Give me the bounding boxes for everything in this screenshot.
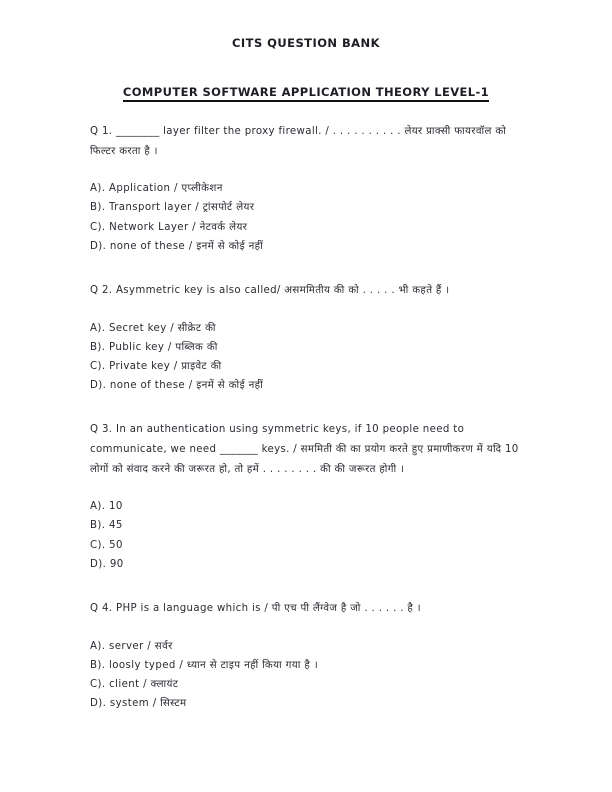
spacer: [90, 619, 526, 637]
option-list-1: [90, 179, 526, 256]
option-4-b[interactable]: B). loosly typed / ध्यान से टाइप नहीं किया गया है ।: [90, 659, 319, 671]
subtitle-container: [0, 50, 612, 102]
option-3-d[interactable]: D). 90: [90, 558, 124, 570]
document-subtitle: COMPUTER SOFTWARE APPLICATION THEORY LEVEL-1: [123, 85, 489, 102]
option-list-4: [90, 637, 526, 714]
option-list-3: [90, 497, 526, 574]
option-3-b[interactable]: B). 45: [90, 520, 123, 532]
option-2-c[interactable]: C). Private key / प्राइवेट की: [90, 361, 222, 372]
option-1-c[interactable]: C). Network Layer / नेटवर्क लेयर: [90, 221, 248, 233]
question-stem-2: Q 2. Asymmetric key is also called/ असममितीय की को . . . . . भी कहते हैं ।: [90, 285, 450, 296]
spacer: [90, 479, 526, 497]
question-stem-1: Q 1. ________ layer filter the proxy firewall. / . . . . . . . . . . लेयर प्राक्सी फायरवॉल को फिल्टर करता है ।: [90, 126, 507, 157]
question-block-1: [90, 122, 526, 256]
option-list-2: [90, 319, 526, 396]
spacer: [90, 574, 526, 599]
spacer: [90, 301, 526, 319]
option-1-b[interactable]: B). Transport layer / ट्रांसपोर्ट लेयर: [90, 202, 255, 214]
question-block-3: [90, 420, 526, 574]
question-block-4: [90, 599, 526, 713]
spacer: [90, 161, 526, 179]
option-4-d[interactable]: D). system / सिस्टम: [90, 698, 187, 710]
option-2-a[interactable]: A). Secret key / सीक्रेट की: [90, 322, 216, 334]
option-3-a[interactable]: A). 10: [90, 501, 123, 513]
option-2-b[interactable]: B). Public key / पब्लिक की: [90, 341, 218, 353]
question-stem-4: Q 4. PHP is a language which is / पी एच पी लैंग्वेज है जो . . . . . . है ।: [90, 603, 421, 614]
option-2-d[interactable]: D). none of these / इनमें से कोई नहीं: [90, 380, 264, 392]
spacer: [90, 256, 526, 281]
option-3-c[interactable]: C). 50: [90, 539, 123, 551]
question-block-2: [90, 281, 526, 395]
question-list: [0, 102, 612, 713]
option-1-a[interactable]: A). Application / एप्लीकेशन: [90, 183, 223, 195]
option-1-d[interactable]: D). none of these / इनमें से कोई नहीं: [90, 240, 264, 252]
option-4-c[interactable]: C). client / क्लायंट: [90, 679, 179, 690]
page-title: CITS QUESTION BANK: [232, 36, 380, 50]
option-4-a[interactable]: A). server / सर्वर: [90, 640, 173, 652]
spacer: [90, 395, 526, 420]
question-stem-3: Q 3. In an authentication using symmetric keys, if 10 people need to communicate, we need _______ keys. / सममिती की का प्रयोग करते हुए प्रमाणीकरण में यदि 10 लोगों को संवाद करने की जरूरत हो, तो हमें . . . . . . . . की की जरूरत होगी ।: [90, 424, 519, 475]
